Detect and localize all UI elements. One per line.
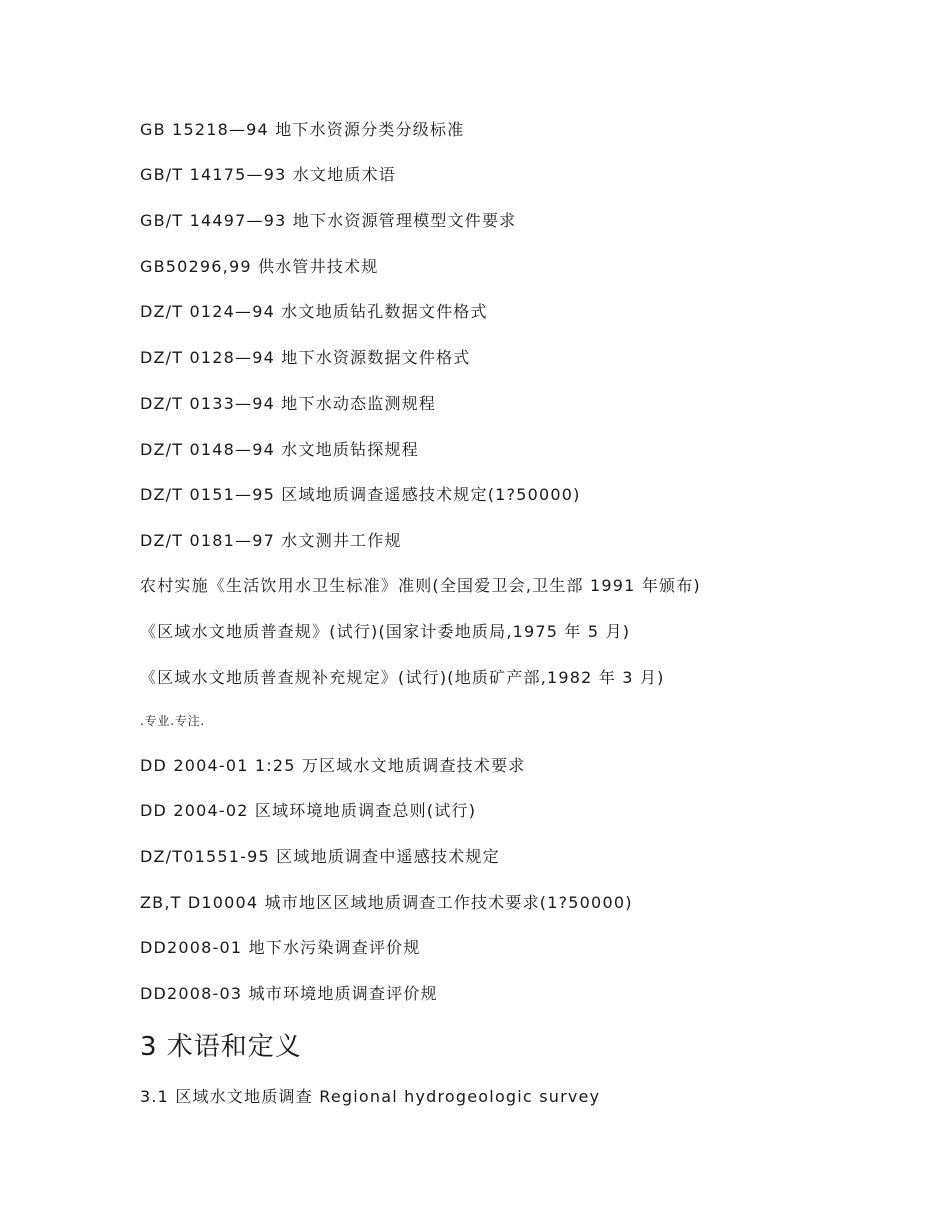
standard-line: DZ/T 0151—95 区域地质调查遥感技术规定(1?50000) <box>140 485 581 504</box>
standard-line: GB 15218—94 地下水资源分类分级标准 <box>140 120 465 139</box>
standard-line: 《区域水文地质普查规》(试行)(国家计委地质局,1975 年 5 月) <box>140 622 631 641</box>
standard-line: DZ/T01551-95 区域地质调查中遥感技术规定 <box>140 847 500 866</box>
standard-line: GB50296,99 供水管井技术规 <box>140 257 379 276</box>
standard-line: DD2008-01 地下水污染调查评价规 <box>140 938 421 957</box>
standard-line: DZ/T 0181—97 水文测井工作规 <box>140 531 402 550</box>
page-note: .专业.专注. <box>140 714 206 728</box>
standard-line: DD 2004-02 区域环境地质调查总则(试行) <box>140 801 477 820</box>
standard-line: DD 2004-01 1:25 万区域水文地质调查技术要求 <box>140 756 526 775</box>
standard-line: GB/T 14497—93 地下水资源管理模型文件要求 <box>140 211 517 230</box>
section-heading: 3 术语和定义 <box>140 1032 302 1062</box>
standard-line: ZB,T D10004 城市地区区域地质调查工作技术要求(1?50000) <box>140 893 633 912</box>
standard-line: DZ/T 0148—94 水文地质钻探规程 <box>140 440 419 459</box>
standard-line: DZ/T 0128—94 地下水资源数据文件格式 <box>140 348 471 367</box>
standard-line: 《区域水文地质普查规补充规定》(试行)(地质矿产部,1982 年 3 月) <box>140 668 665 687</box>
standard-line: GB/T 14175—93 水文地质术语 <box>140 165 396 184</box>
standard-line: DZ/T 0133—94 地下水动态监测规程 <box>140 394 437 413</box>
standard-line: DZ/T 0124—94 水文地质钻孔数据文件格式 <box>140 302 488 321</box>
section-subheading: 3.1 区域水文地质调查 Regional hydrogeologic survey <box>140 1087 601 1106</box>
standard-line: DD2008-03 城市环境地质调查评价规 <box>140 984 438 1003</box>
standard-line: 农村实施《生活饮用水卫生标准》准则(全国爱卫会,卫生部 1991 年颁布) <box>140 576 701 595</box>
